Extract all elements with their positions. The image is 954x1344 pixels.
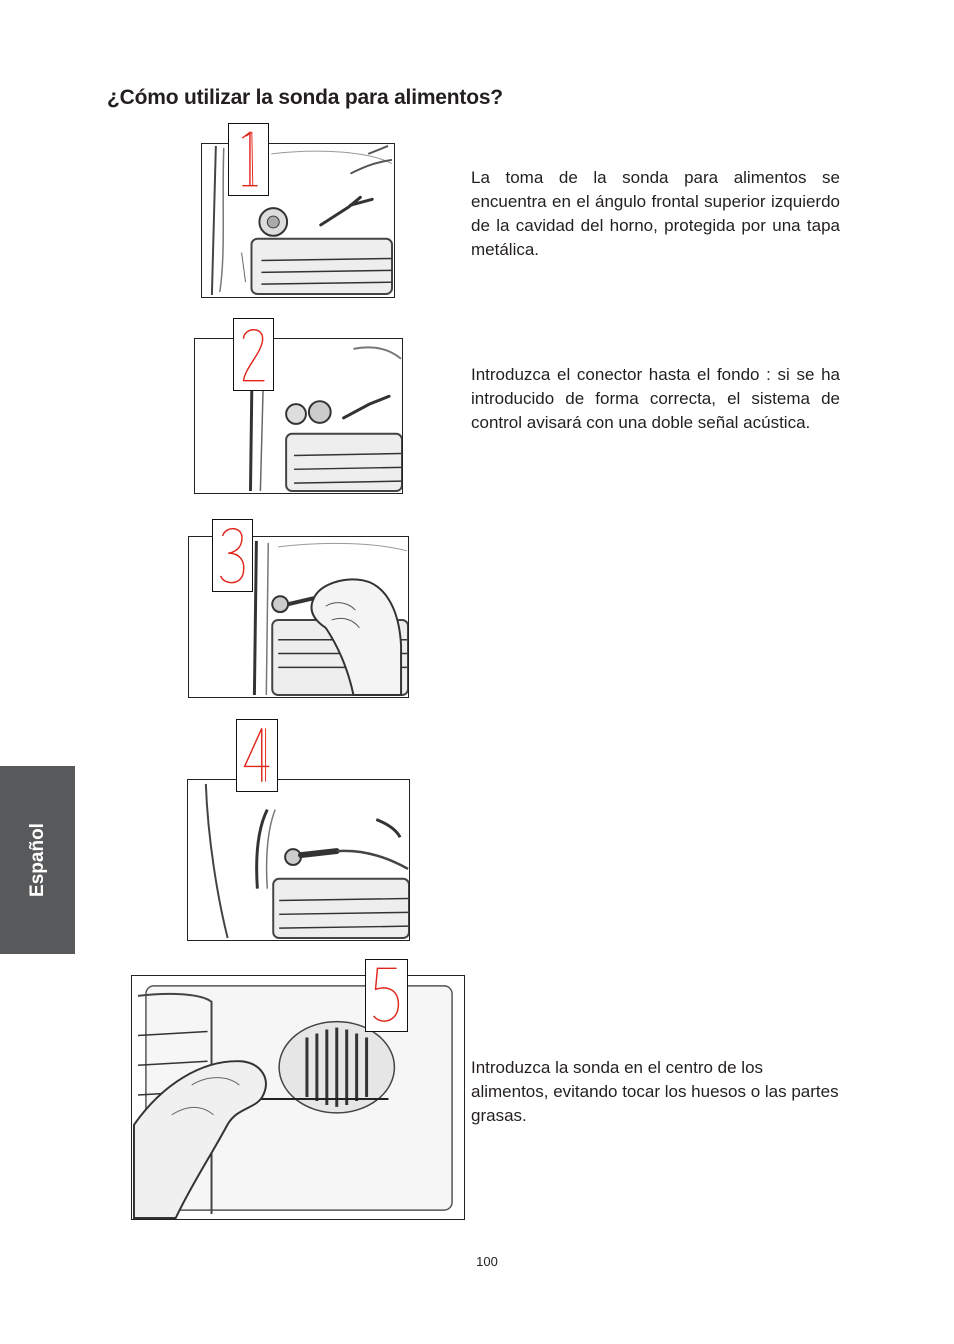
step-2-photo [194, 338, 403, 494]
step-4-photo [187, 779, 410, 941]
page-title: ¿Cómo utilizar la sonda para alimentos? [107, 86, 503, 109]
step-5-photo [131, 975, 465, 1220]
language-tab [0, 766, 75, 954]
page-number: 100 [476, 1254, 498, 1269]
step-1-text: La toma de la sonda para alimentos se encuentra en el ángulo frontal superior izquierdo de la cavidad del horno, protegida por una tapa metálica. [471, 168, 840, 259]
step-4-number-badge [236, 719, 278, 792]
step-2-text: Introduzca el conector hasta el fondo : si se ha introducido de forma correcta, el sistema de control avisará con una doble señal acústica. [471, 365, 840, 432]
language-tab-label: Español [26, 823, 48, 897]
step-1-number-badge [228, 123, 269, 196]
step-5-text: Introduzca la sonda en el centro de los alimentos, evitando tocar los huesos o las partes grasas. [471, 1058, 839, 1125]
step-2-number-badge [233, 318, 274, 391]
step-5-number-badge [365, 959, 408, 1032]
step-3-number-badge [212, 519, 253, 592]
